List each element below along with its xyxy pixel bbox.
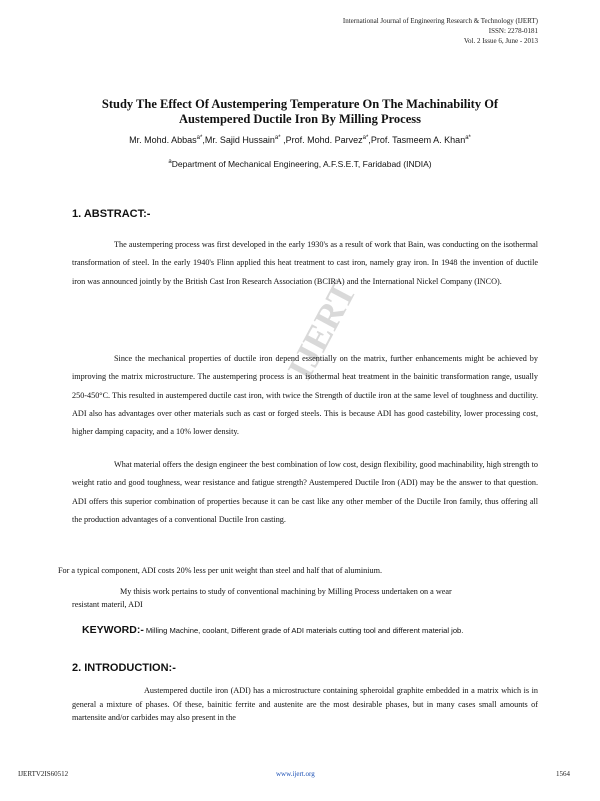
author-mark: a* bbox=[362, 135, 369, 141]
footer-website-link[interactable]: www.ijert.org bbox=[276, 770, 315, 778]
author-name: Mr. Sajid Hussain bbox=[204, 135, 275, 145]
abstract-heading: 1. ABSTRACT:- bbox=[72, 208, 151, 220]
title-line-1: Study The Effect Of Austempering Temperature On The Machinability Of bbox=[101, 97, 499, 111]
keywords-label: KEYWORD:- bbox=[82, 624, 144, 636]
abstract-body-3 bbox=[72, 456, 538, 529]
footer-paper-id: IJERTV2IS60512 bbox=[18, 770, 69, 778]
author-name: Mr. Mohd. Abbas bbox=[129, 135, 197, 145]
volume-issue: Vol. 2 Issue 6, June - 2013 bbox=[463, 37, 538, 45]
footer-page-number: 1564 bbox=[556, 770, 570, 778]
abstract-paragraph-5-line-1: My thisis work pertains to study of conventional machining by Milling Process undertaken on a wear bbox=[120, 587, 452, 596]
author-mark: a* bbox=[196, 135, 203, 141]
author-mark: a* bbox=[465, 135, 471, 141]
affiliation-text: Department of Mechanical Engineering, A.F.S.E.T, Faridabad (INDIA) bbox=[171, 159, 432, 169]
abstract-body-2 bbox=[72, 350, 538, 441]
introduction-body bbox=[72, 684, 538, 725]
watermark: IJERT bbox=[279, 274, 365, 386]
keywords bbox=[82, 623, 537, 638]
author-name: Prof. Tasmeem A. Khan bbox=[370, 135, 466, 145]
abstract-paragraph-2: Since the mechanical properties of ductile iron depend essentially on the matrix, further enhancements might be achieved by improving the matrix microstructure. The austempering process is an isothermal heat treatment in the bainitic transformation range, usually 250-450°C. This resulted in austempered ductile cast iron, with twice the Strength of ductile iron at the same level of toughness and ductility. ADI also has advantages over other materials such as cast or forged steels. This is because ADI has good castebility, lower processing cost, higher damping capacity, and a 10% lower density. bbox=[72, 354, 538, 437]
author-name: Prof. Mohd. Parvez bbox=[285, 135, 363, 145]
journal-name: International Journal of Engineering Research & Technology (IJERT) bbox=[342, 17, 538, 25]
author-mark: a* bbox=[274, 135, 281, 141]
author-list: Mr. Mohd. Abbas$^{a*}$,Mr. Sajid Hussain$^{a*}$ ,Prof. Mohd. Parvez$^{a*}$,Prof. Tasmeem A. Khan$^{a*}$ bbox=[129, 135, 471, 145]
affiliation bbox=[40, 159, 560, 169]
keywords-text: Milling Machine, coolant, Different grade of ADI materials cutting tool and different material job. bbox=[145, 626, 464, 635]
journal-header bbox=[343, 16, 538, 46]
abstract-paragraph-3: What material offers the design engineer the best combination of low cost, design flexibility, good machinability, high strength to weight ratio and good toughness, wear resistance and fatigue strength? Austempered Ductile Iron (ADI) may be the answer to that question. ADI offers this superior combination of properties because it can be cast like any other member of the Ductile Iron family, thus offering all the production advantages of a conventional Ductile Iron casting. bbox=[72, 460, 538, 524]
abstract-paragraph-5-line-2: resistant materil, ADI bbox=[72, 600, 143, 609]
introduction-paragraph-1: Austempered ductile iron (ADI) has a microstructure containing spheroidal graphite embedded in a matrix which is in general a mixture of phases. Of these, bainitic ferrite and austenite are the most desirable phases, but in many cases small amounts of martensite and/or carbides may also present in the bbox=[72, 686, 538, 722]
title-line-2: Austempered Ductile Iron By Milling Process bbox=[179, 112, 421, 126]
abstract-paragraph-4: For a typical component, ADI costs 20% less per unit weight than steel and half that of aluminium. bbox=[58, 566, 383, 575]
abstract-paragraph-1: The austempering process was first developed in the early 1930's as a result of work that Bain, was conducting on the isothermal transformation of steel. In the early 1940's Flinn applied this heat treatment to cast iron, namely gray iron. In 1948 the invention of ductile iron was announced jointly by the British Cast Iron Research Association (BCIRA) and the International Nickel Company (INCO). bbox=[72, 240, 538, 286]
affiliation-mark: a bbox=[168, 159, 172, 165]
paper-title bbox=[40, 97, 560, 127]
issn: ISSN: 2278-0181 bbox=[488, 27, 538, 35]
abstract-body bbox=[72, 236, 538, 291]
introduction-heading: 2. INTRODUCTION:- bbox=[72, 662, 176, 674]
